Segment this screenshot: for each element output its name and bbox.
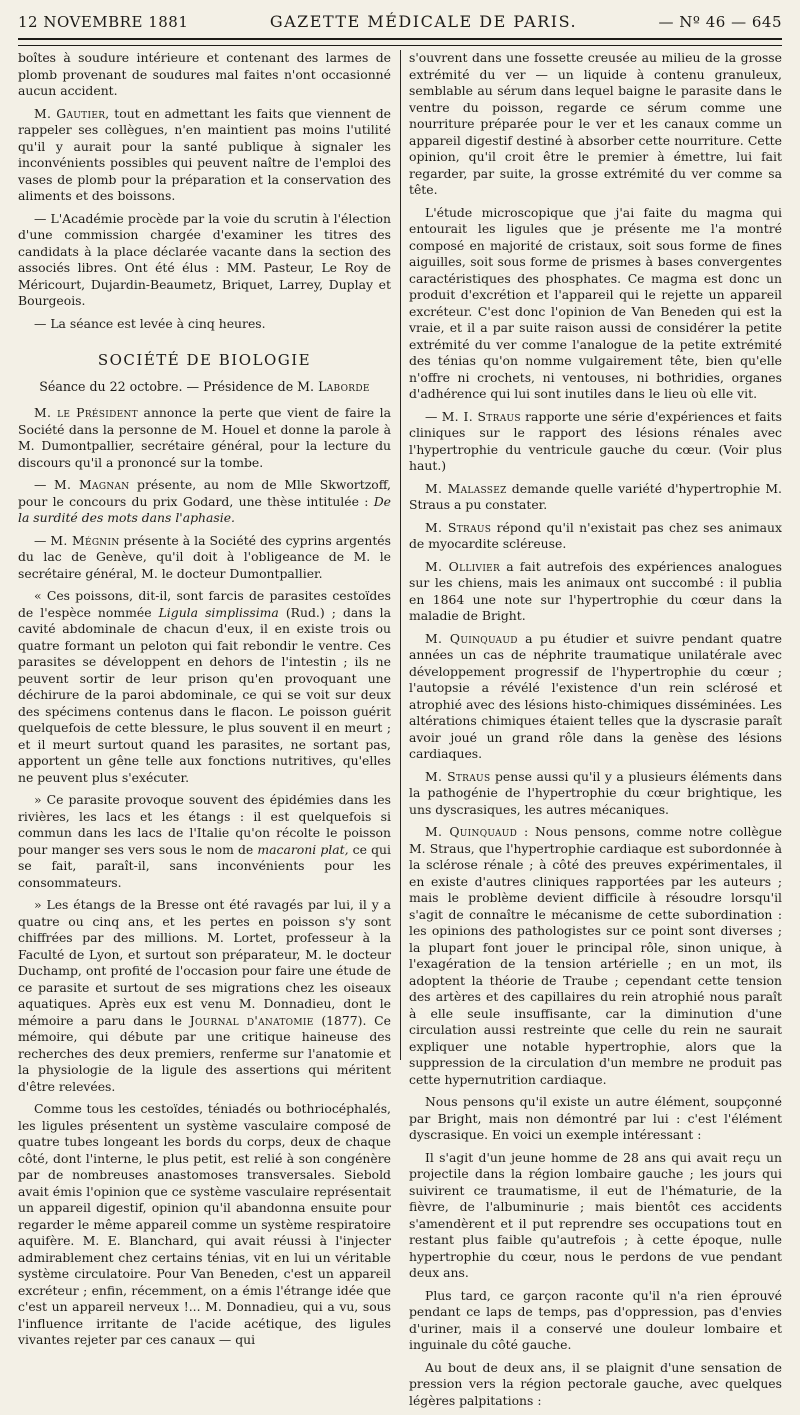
- paragraph: » Ce parasite provoque souvent des épidémies dans les rivières, les lacs et les étangs : il est quelquefois si commun dans les lacs de l'Italie qu'on récolte le poisson pour manger ses vers sous le nom de macaroni plat, ce qui se fait, paraît-il, sans inconvénients pour les consommateurs.: [18, 792, 391, 890]
- text-columns: [18, 50, 782, 1408]
- paragraph: » Les étangs de la Bresse ont été ravagés par lui, il y a quatre ou cinq ans, et les pertes en poisson s'y sont chiffrées par des millions. M. Lortet, professeur à la Faculté de Lyon, et surtout son préparateur, M. le docteur Duchamp, ont profité de l'occasion pour faire une étude de ce parasite et surtout de ses migrations chez les oiseaux aquatiques. Après eux est venu M. Donnadieu, dont le mémoire a paru dans le Journal d'anatomie (1877). Ce mémoire, qui débute par une critique haineuse des recherches des deux premiers, renferme sur l'anatomie et la physiologie de la ligule des assertions qui méritent d'être relevées.: [18, 897, 391, 1094]
- paragraph: Il s'agit d'un jeune homme de 28 ans qui avait reçu un projectile dans la région lombaire gauche ; les jours qui suivirent ce traumatisme, il eut de l'hématurie, de la fièvre, de l'albuminurie ; mais bientôt ces accidents s'amendèrent et il put reprendre ses occupations tout en restant plus faible qu'autrefois ; à cette époque, nulle hypertrophie du cœur, nous le perdons de vue pendant deux ans.: [409, 1149, 782, 1280]
- paragraph: Plus tard, ce garçon raconte qu'il n'a rien éprouvé pendant ce laps de temps, pas d'oppression, pas d'envies d'uriner, mais il a conservé une douleur lombaire et inguinale du côté gauche.: [409, 1287, 782, 1352]
- paragraph: M. le Président annonce la perte que vient de faire la Société dans la personne de M. Houel et donne la parole à M. Dumontpallier, secrétaire général, pour la lecture du discours qu'il a prononcé sur la tombe.: [18, 405, 391, 470]
- paragraph: boîtes à soudure intérieure et contenant des larmes de plomb provenant de soudures mal faites n'ont occasionné aucun accident.: [18, 50, 391, 98]
- paragraph: — La séance est levée à cinq heures.: [34, 315, 266, 331]
- paragraph: — M. Magnan présente, au nom de Mlle Skwortzoff, pour le concours du prix Godard, une thèse intitulée : De la surdité des mots dans l'aphasie.: [18, 477, 391, 525]
- paragraph: M. Ollivier a fait autrefois des expériences analogues sur les chiens, mais les animaux ont succombé : il publia en 1864 une note sur l'hypertrophie du cœur dans la maladie de Bright.: [409, 558, 782, 623]
- issue-page-number: — Nº 46 — 645: [658, 13, 782, 31]
- paragraph: — L'Académie procède par la voie du scrutin à l'élection d'une commission chargée d'examiner les titres des candidats à la place déclarée vacante dans la section des associés libres. Ont été élus : MM. Pasteur, Le Roy de Méricourt, Dujardin-Beaumetz, Briquet, Larrey, Duplay et Bourgeois.: [18, 210, 391, 308]
- journal-title: GAZETTE MÉDICALE DE PARIS.: [269, 12, 578, 31]
- section-title: SOCIÉTÉ DE BIOLOGIE: [97, 351, 312, 369]
- paragraph: M. Quinquaud : Nous pensons, comme notre collègue M. Straus, que l'hypertrophie cardiaque est subordonnée à la sclérose rénale ; à côté des preuves expérimentales, il en existe d'autres cliniques rapportées par les auteurs ; mais le problème devient difficile à résoudre lorsqu'il s'agit de connaître le mécanisme de cette subordination : les opinions des pathologistes sur ce point sont diverses ; la plupart font jouer le principal rôle, sinon unique, à l'exagération de la tension artérielle ; en un mot, ils adoptent la théorie de Traube ; cependant cette tension des artères et des capillaires du rein atrophié nous paraît à elle seule insuffisante, car la diminution d'une circulation aussi restreinte que celle du rein ne saurait expliquer une notable hypertrophie, alors que la suppression de la circulation d'un membre ne produit pas cette hypernutrition cardiaque.: [409, 824, 782, 1087]
- right-column: [409, 50, 782, 1415]
- paragraph: Au bout de deux ans, il se plaignit d'une sensation de pression vers la région pectorale gauche, avec quelques légères palpitations :: [409, 1359, 782, 1408]
- header-date: 12 NOVEMBRE 1881: [18, 13, 189, 31]
- paragraph: M. Malassez demande quelle variété d'hypertrophie M. Straus a pu constater.: [409, 480, 782, 512]
- paragraph: « Ces poissons, dit-il, sont farcis de parasites cestoïdes de l'espèce nommée Ligula simplissima (Rud.) ; dans la cavité abdominale de chacun d'eux, il en existe trois ou quatre formant un peloton qui fait rebondir le ventre. Ces parasites se développent en dehors de l'intestin ; ils ne peuvent sortir de leur prison qu'en provoquant une déchirure de la paroi abdominale, ce qui se voit sur deux des spécimens contenus dans le flacon. Le poisson guérit quelquefois de cette blessure, le plus souvent il en meurt ; et il meurt surtout quand les parasites, ne sortant pas, apportent un gêne telle aux fonctions nutritives, qu'elles ne peuvent plus s'exécuter.: [18, 588, 391, 785]
- paragraph: Comme tous les cestoïdes, téniadés ou bothriocéphalés, les ligules présentent un système vasculaire composé de quatre tubes longeant les bords du corps, deux de chaque côté, dont l'interne, le plus petit, est relié à son congénère par de nombreuses anastomoses transversales. Siebold avait émis l'opinion que ce système vasculaire représentait un appareil digestif, opinion qu'il abandonna ensuite pour regarder le même appareil comme un système respiratoire aquifère. M. E. Blanchard, qui avait réussi à l'injecter admirablement chez certains ténias, vit en lui un véritable système circulatoire. Pour Van Beneden, c'est un appareil excréteur ; enfin, récemment, on a émis l'étrange idée que c'est un appareil nerveux !... M. Donnadieu, qui a vu, sous l'influence irritante de l'acide acétique, des ligules vivantes rejeter par ces canaux — qui: [18, 1101, 391, 1347]
- page-header: [18, 12, 782, 34]
- paragraph: M. Gautier, tout en admettant les faits que viennent de rappeler ses collègues, n'en maintient pas moins l'utilité qu'il y aurait pour la santé publique à signaler les inconvénients possibles qui peuvent naître de l'emploi des vases de plomb pour la préparation et la conservation des aliments et des boissons.: [18, 105, 391, 203]
- paragraph: M. Straus pense aussi qu'il y a plusieurs éléments dans la pathogénie de l'hypertrophie du cœur brightique, les uns dyscrasiques, les autres mécaniques.: [409, 768, 782, 817]
- seance-line: Séance du 22 octobre. — Présidence de M. Laborde: [39, 378, 370, 394]
- left-column: [18, 50, 391, 1415]
- paragraph: M. Quinquaud a pu étudier et suivre pendant quatre années un cas de néphrite traumatique unilatérale avec développement progressif de l'hypertrophie du cœur ; l'autopsie a révélé l'existence d'un rein sclérosé et atrophié avec des lésions histo-chimiques disséminées. Les altérations chimiques étaient telles que la dyscrasie paraît avoir joué un grand rôle dans la genèse des lésions cardiaques.: [409, 630, 782, 761]
- paragraph: L'étude microscopique que j'ai faite du magma qui entourait les ligules que je présente me l'a montré composé en majorité de cristaux, soit sous forme de fines aiguilles, soit sous forme de prismes à bases convergentes caractéristiques des phosphates. Ce magma est donc un produit d'excrétion et l'appareil qui le rejette un appareil excréteur. C'est donc l'opinion de Van Beneden qui est la vraie, et il a par suite raison aussi de considérer la petite extrémité du ver comme l'analogue de la petite extrémité des ténias qu'on nomme vulgairement tête, bien qu'elle n'offre ni crochets, ni ventouses, ni bothridies, organes d'adhérence qui lui sont inutiles dans le lieu où elle vit.: [409, 204, 782, 401]
- header-rule: [18, 38, 782, 46]
- paragraph: — M. Mégnin présente à la Société des cyprins argentés du lac de Genève, qu'il doit à l'obligeance de M. le secrétaire général, M. le docteur Dumontpallier.: [18, 532, 391, 581]
- paragraph: M. Straus répond qu'il n'existait pas chez ses animaux de myocardite scléreuse.: [409, 519, 782, 551]
- paragraph: s'ouvrent dans une fossette creusée au milieu de la grosse extrémité du ver — un liquide à contenu granuleux, semblable au sérum dans lequel baigne le parasite dans le ventre du poisson, regarde ce sérum comme une nourriture préparée pour le ver et les canaux comme un appareil digestif destiné à absorber cette nourriture. Cette opinion, qu'il croit être le premier à émettre, lui fait regarder, par suite, la grosse extrémité du ver comme sa tête.: [409, 50, 782, 197]
- paragraph: — M. I. Straus rapporte une série d'expériences et faits cliniques sur le rapport des lésions rénales avec l'hypertrophie du ventricule gauche du cœur. (Voir plus haut.): [409, 408, 782, 473]
- paragraph: Nous pensons qu'il existe un autre élément, soupçonné par Bright, mais non démontré par lui : c'est l'élément dyscrasique. En voici un exemple intéressant :: [409, 1094, 782, 1142]
